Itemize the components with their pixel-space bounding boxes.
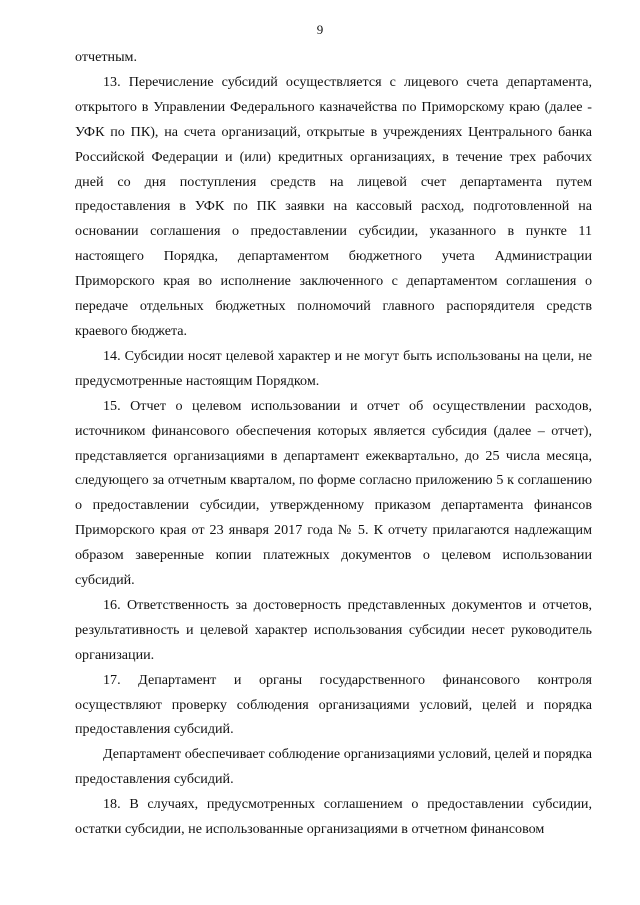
page-number: 9 (316, 22, 324, 37)
document-body (75, 45, 592, 842)
paragraph-continuation: отчетным. (75, 49, 137, 65)
paragraph-13: 13. Перечисление субсидий осуществляется с лицевого счета департамента, открытого в Управлении Федерального казначейства по Приморскому краю (далее - УФК по ПК), на счета организаций, открытые в учреждениях Центрального банка Российской Федерации и (или) кредитных организациях, в течение трех рабочих дней со дня поступления средств на лицевой счет департамента путем предоставления в УФК по ПК заявки на кассовый расход, подготовленной на основании соглашения о предоставлении субсидии, указанного в пункте 11 настоящего Порядка, департаментом бюджетного учета Администрации Приморского края во исполнение заключенного с департаментом соглашения о передаче отдельных бюджетных полномочий главного распорядителя средств краевого бюджета. (75, 73, 592, 339)
paragraph-18: 18. В случаях, предусмотренных соглашением о предоставлении субсидии, остатки субсидии, не использованные организациями в отчетном финансовом (75, 796, 592, 838)
paragraph-17: 17. Департамент и органы государственного финансового контроля осуществляют проверку соблюдения организациями условий, целей и порядка предоставления субсидий. (75, 671, 592, 738)
paragraph-17-continued: Департамент обеспечивает соблюдение организациями условий, целей и порядка предоставления субсидий. (75, 746, 592, 788)
paragraph-14: 14. Субсидии носят целевой характер и не могут быть использованы на цели, не предусмотренные настоящим Порядком. (75, 347, 592, 389)
paragraph-15: 15. Отчет о целевом использовании и отчет об осуществлении расходов, источником финансового обеспечения которых является субсидия (далее – отчет), представляется организациями в департамент ежеквартально, до 25 числа месяца, следующего за отчетным кварталом, по форме согласно приложению 5 к соглашению о предоставлении субсидии, утвержденному приказом департамента финансов Приморского края от 23 января 2017 года № 5. К отчету прилагаются надлежащим образом заверенные копии платежных документов о целевом использовании субсидий. (75, 397, 592, 589)
paragraph-16: 16. Ответственность за достоверность представленных документов и отчетов, результативность и целевой характер использования субсидии несет руководитель организации. (75, 596, 592, 663)
